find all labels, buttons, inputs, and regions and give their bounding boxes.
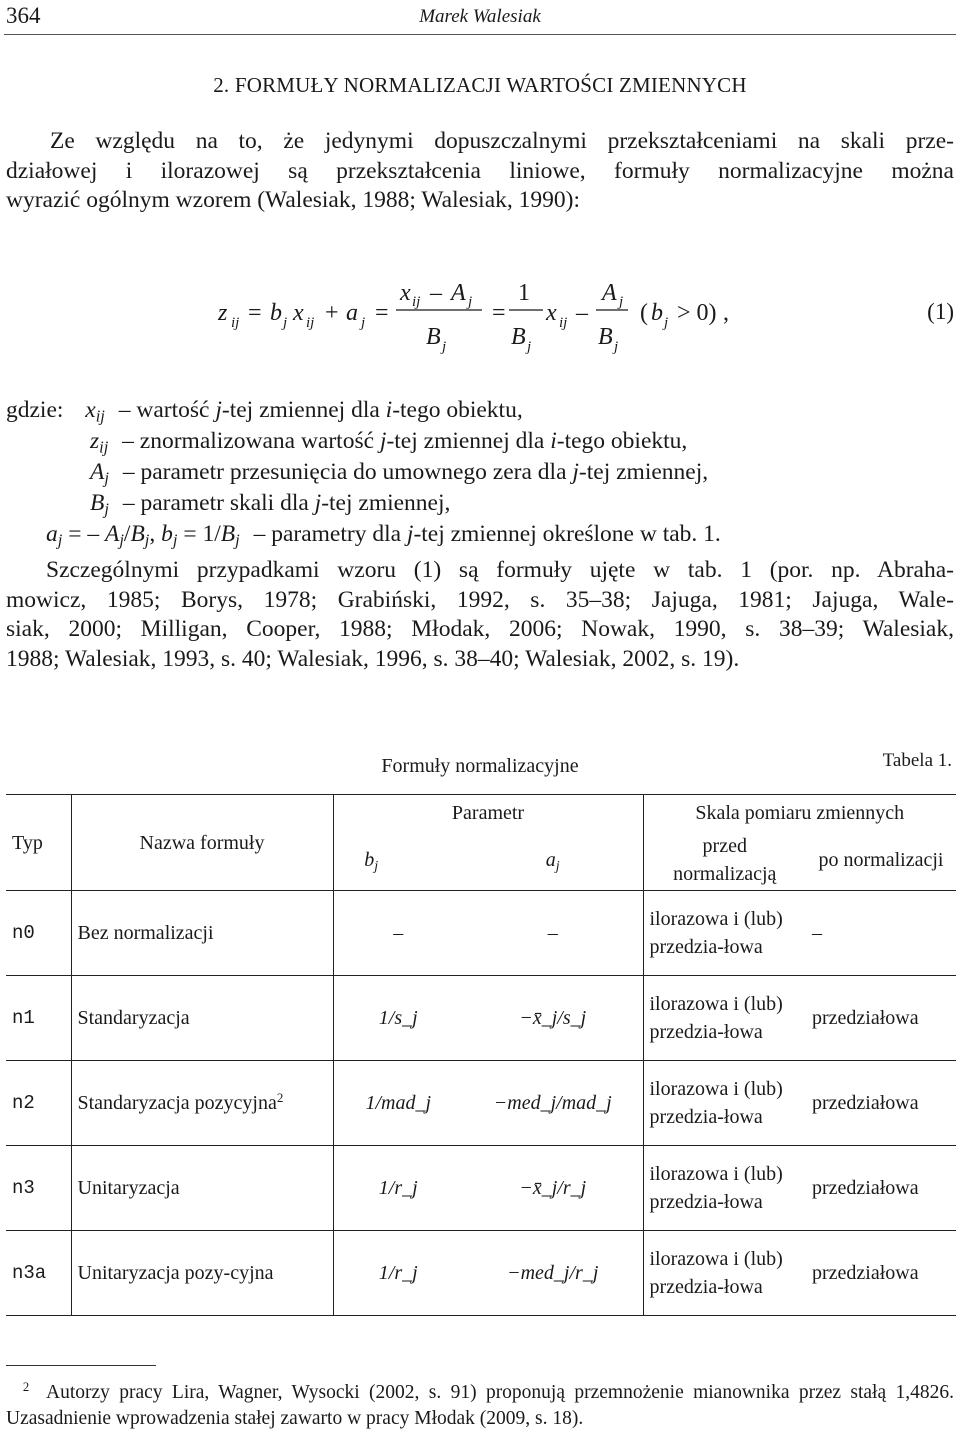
svg-text:,: ,	[723, 300, 729, 326]
paragraph-line: wyrazić ogólnym wzorem (Walesiak, 1988; Walesiak, 1990):	[6, 187, 580, 214]
legend-row: $B_j$ – parametr skali dla j-tej zmiennej,	[90, 490, 451, 519]
cell-nazwa: Bez normalizacji	[71, 891, 333, 976]
cell-przed: ilorazowa i (lub) przedzia-łowa	[643, 1231, 806, 1316]
cell-przed: ilorazowa i (lub) przedzia-łowa	[643, 976, 806, 1061]
cell-typ: n1	[12, 1007, 35, 1029]
cell-nazwa: Unitaryzacja pozy-cyjna	[71, 1231, 333, 1316]
svg-text:B: B	[511, 324, 526, 350]
header-typ: Typ	[6, 795, 71, 891]
cell-typ: n2	[12, 1092, 35, 1114]
svg-text:z: z	[218, 300, 228, 326]
cell-aj: –	[547, 922, 558, 944]
header-nazwa: Nazwa formuły	[71, 795, 333, 891]
paragraph-line: działowej i ilorazowej są przekształcenia liniowe, formuły normalizacyjne można	[6, 157, 954, 184]
table-row	[6, 1231, 956, 1316]
cell-typ: n3	[12, 1177, 35, 1199]
footnote-mark: 2	[276, 1089, 284, 1105]
table-row	[6, 1146, 956, 1231]
header-bj: $b_j$	[333, 831, 463, 891]
table-row	[6, 891, 956, 976]
cell-bj: –	[333, 891, 463, 976]
svg-text:ij: ij	[412, 294, 421, 310]
svg-text:x: x	[546, 300, 557, 326]
table-row	[6, 1061, 956, 1146]
cell-nazwa: Standaryzacja	[71, 976, 333, 1061]
table-row	[6, 976, 956, 1061]
footnote-number: 2	[22, 1380, 30, 1395]
header-skala: Skala pomiaru zmiennych	[643, 795, 956, 831]
cell-nazwa: Unitaryzacja	[71, 1146, 333, 1231]
table-caption: Tabela 1.	[882, 750, 952, 771]
svg-text:A: A	[602, 280, 617, 306]
svg-text:a: a	[346, 300, 358, 326]
svg-text:j: j	[664, 315, 669, 331]
cell-przed: ilorazowa i (lub) przedzia-łowa	[643, 1061, 806, 1146]
svg-text:(: (	[640, 300, 648, 326]
cell-bj: 1/r_j	[333, 1231, 463, 1316]
cell-po: przedziałowa	[812, 1007, 919, 1029]
table-title: Formuły normalizacyjne	[381, 755, 579, 777]
footnote-text: Autorzy pracy Lira, Wagner, Wysocki (2002, s. 91) proponują przemnożenie mianownika przez stałą 1,4826. Uzasadnienie wprowadzenia stałej zawarto w pracy Młodak (2009, s. 18).	[6, 1382, 954, 1429]
cell-bj: 1/r_j	[333, 1146, 463, 1231]
cell-bj: 1/mad_j	[333, 1061, 463, 1146]
paragraph-line: mowicz, 1985; Borys, 1978; Grabiński, 1992, s. 35–38; Jajuga, 1981; Jajuga, Wale-	[6, 586, 954, 613]
svg-text:j: j	[619, 294, 624, 310]
svg-text:B: B	[598, 324, 613, 350]
running-header-author: Marek Walesiak	[419, 6, 541, 27]
svg-text:=: =	[248, 300, 262, 326]
svg-text:b: b	[270, 300, 282, 326]
legend-row: gdzie: $x_{ij}$ – wartość j-tej zmiennej dla i-tego obiektu,	[6, 397, 523, 426]
legend-prefix: gdzie:	[6, 397, 64, 423]
svg-text:j: j	[283, 315, 288, 331]
svg-text:–: –	[576, 300, 588, 326]
svg-text:x: x	[293, 300, 304, 326]
header-aj: $a_j$	[545, 849, 560, 875]
cell-nazwa-with-footnote	[71, 1061, 333, 1146]
svg-text:ij: ij	[306, 315, 315, 331]
cell-aj: −med_j/mad_j	[493, 1092, 612, 1114]
paragraph-line: 1988; Walesiak, 1993, s. 40; Walesiak, 1996, s. 38–40; Walesiak, 2002, s. 19).	[6, 645, 740, 672]
cell-bj: 1/s_j	[333, 976, 463, 1061]
cell-po: –	[812, 922, 822, 944]
legend-row: $a_j$ = – $A_j/B_j$, $b_j = 1/B_j$ – parametry dla j-tej zmiennej określone w tab. 1.	[46, 521, 721, 550]
svg-text:> 0): > 0)	[677, 300, 717, 326]
paragraph-line: siak, 2000; Milligan, Cooper, 1988; Młodak, 2006; Nowak, 1990, s. 38–39; Walesiak,	[6, 616, 954, 643]
svg-text:x: x	[400, 280, 411, 306]
header-parametr: Parametr	[333, 795, 643, 831]
paragraph-line: Ze względu na to, że jedynymi dopuszczalnymi przekształceniami na skali prze-	[50, 128, 954, 154]
cell-po: przedziałowa	[812, 1262, 919, 1284]
svg-text:–: –	[430, 280, 442, 306]
equation-number: (1)	[927, 299, 954, 324]
legend-row: $A_j$ – parametr przesunięcia do umownego zera dla j-tej zmiennej,	[90, 459, 709, 488]
footnote-rule	[6, 1365, 156, 1366]
header-przed: przed normalizacją	[643, 831, 806, 891]
cell-aj: −med_j/r_j	[507, 1262, 599, 1284]
svg-text:ij: ij	[231, 315, 240, 331]
svg-text:=: =	[375, 300, 389, 326]
cell-nazwa: Standaryzacja pozycyjna	[77, 1092, 277, 1114]
normalization-formula	[210, 268, 870, 358]
svg-text:1: 1	[518, 280, 530, 306]
svg-text:b: b	[651, 300, 663, 326]
svg-text:+: +	[325, 300, 339, 326]
cell-przed: ilorazowa i (lub) przedzia-łowa	[643, 1146, 806, 1231]
cell-typ: n0	[12, 922, 35, 944]
intro-paragraph	[6, 127, 954, 216]
svg-text:ij: ij	[559, 315, 568, 331]
cell-przed: ilorazowa i (lub) przedzia-łowa	[643, 891, 806, 976]
header-rule	[4, 34, 956, 35]
svg-text:j: j	[361, 315, 366, 331]
normalization-table	[6, 794, 956, 1316]
svg-text:B: B	[426, 324, 441, 350]
cell-aj: −x̄_j/s_j	[519, 1007, 587, 1029]
cell-typ: n3a	[12, 1262, 47, 1284]
svg-text:=: =	[492, 300, 506, 326]
svg-text:j: j	[527, 339, 532, 355]
section-title: 2. FORMUŁY NORMALIZACJI WARTOŚCI ZMIENNYCH	[213, 73, 747, 97]
svg-text:j: j	[614, 339, 619, 355]
legend-row: $z_{ij}$ – znormalizowana wartość j-tej zmiennej dla i-tego obiektu,	[90, 428, 688, 457]
cell-po: przedziałowa	[812, 1177, 919, 1199]
svg-text:A: A	[451, 280, 466, 306]
references-paragraph	[6, 556, 954, 674]
cell-aj: −x̄_j/r_j	[519, 1177, 587, 1199]
symbol-legend	[6, 395, 954, 580]
paragraph-line: Szczególnymi przypadkami wzoru (1) są formuły ujęte w tab. 1 (por. np. Abraha-	[46, 557, 954, 583]
cell-po: przedziałowa	[812, 1092, 919, 1114]
header-po: po normalizacji	[818, 849, 944, 872]
svg-text:j: j	[468, 294, 473, 310]
page-number: 364	[6, 3, 41, 28]
footnote	[6, 1380, 954, 1432]
svg-text:j: j	[442, 339, 447, 355]
